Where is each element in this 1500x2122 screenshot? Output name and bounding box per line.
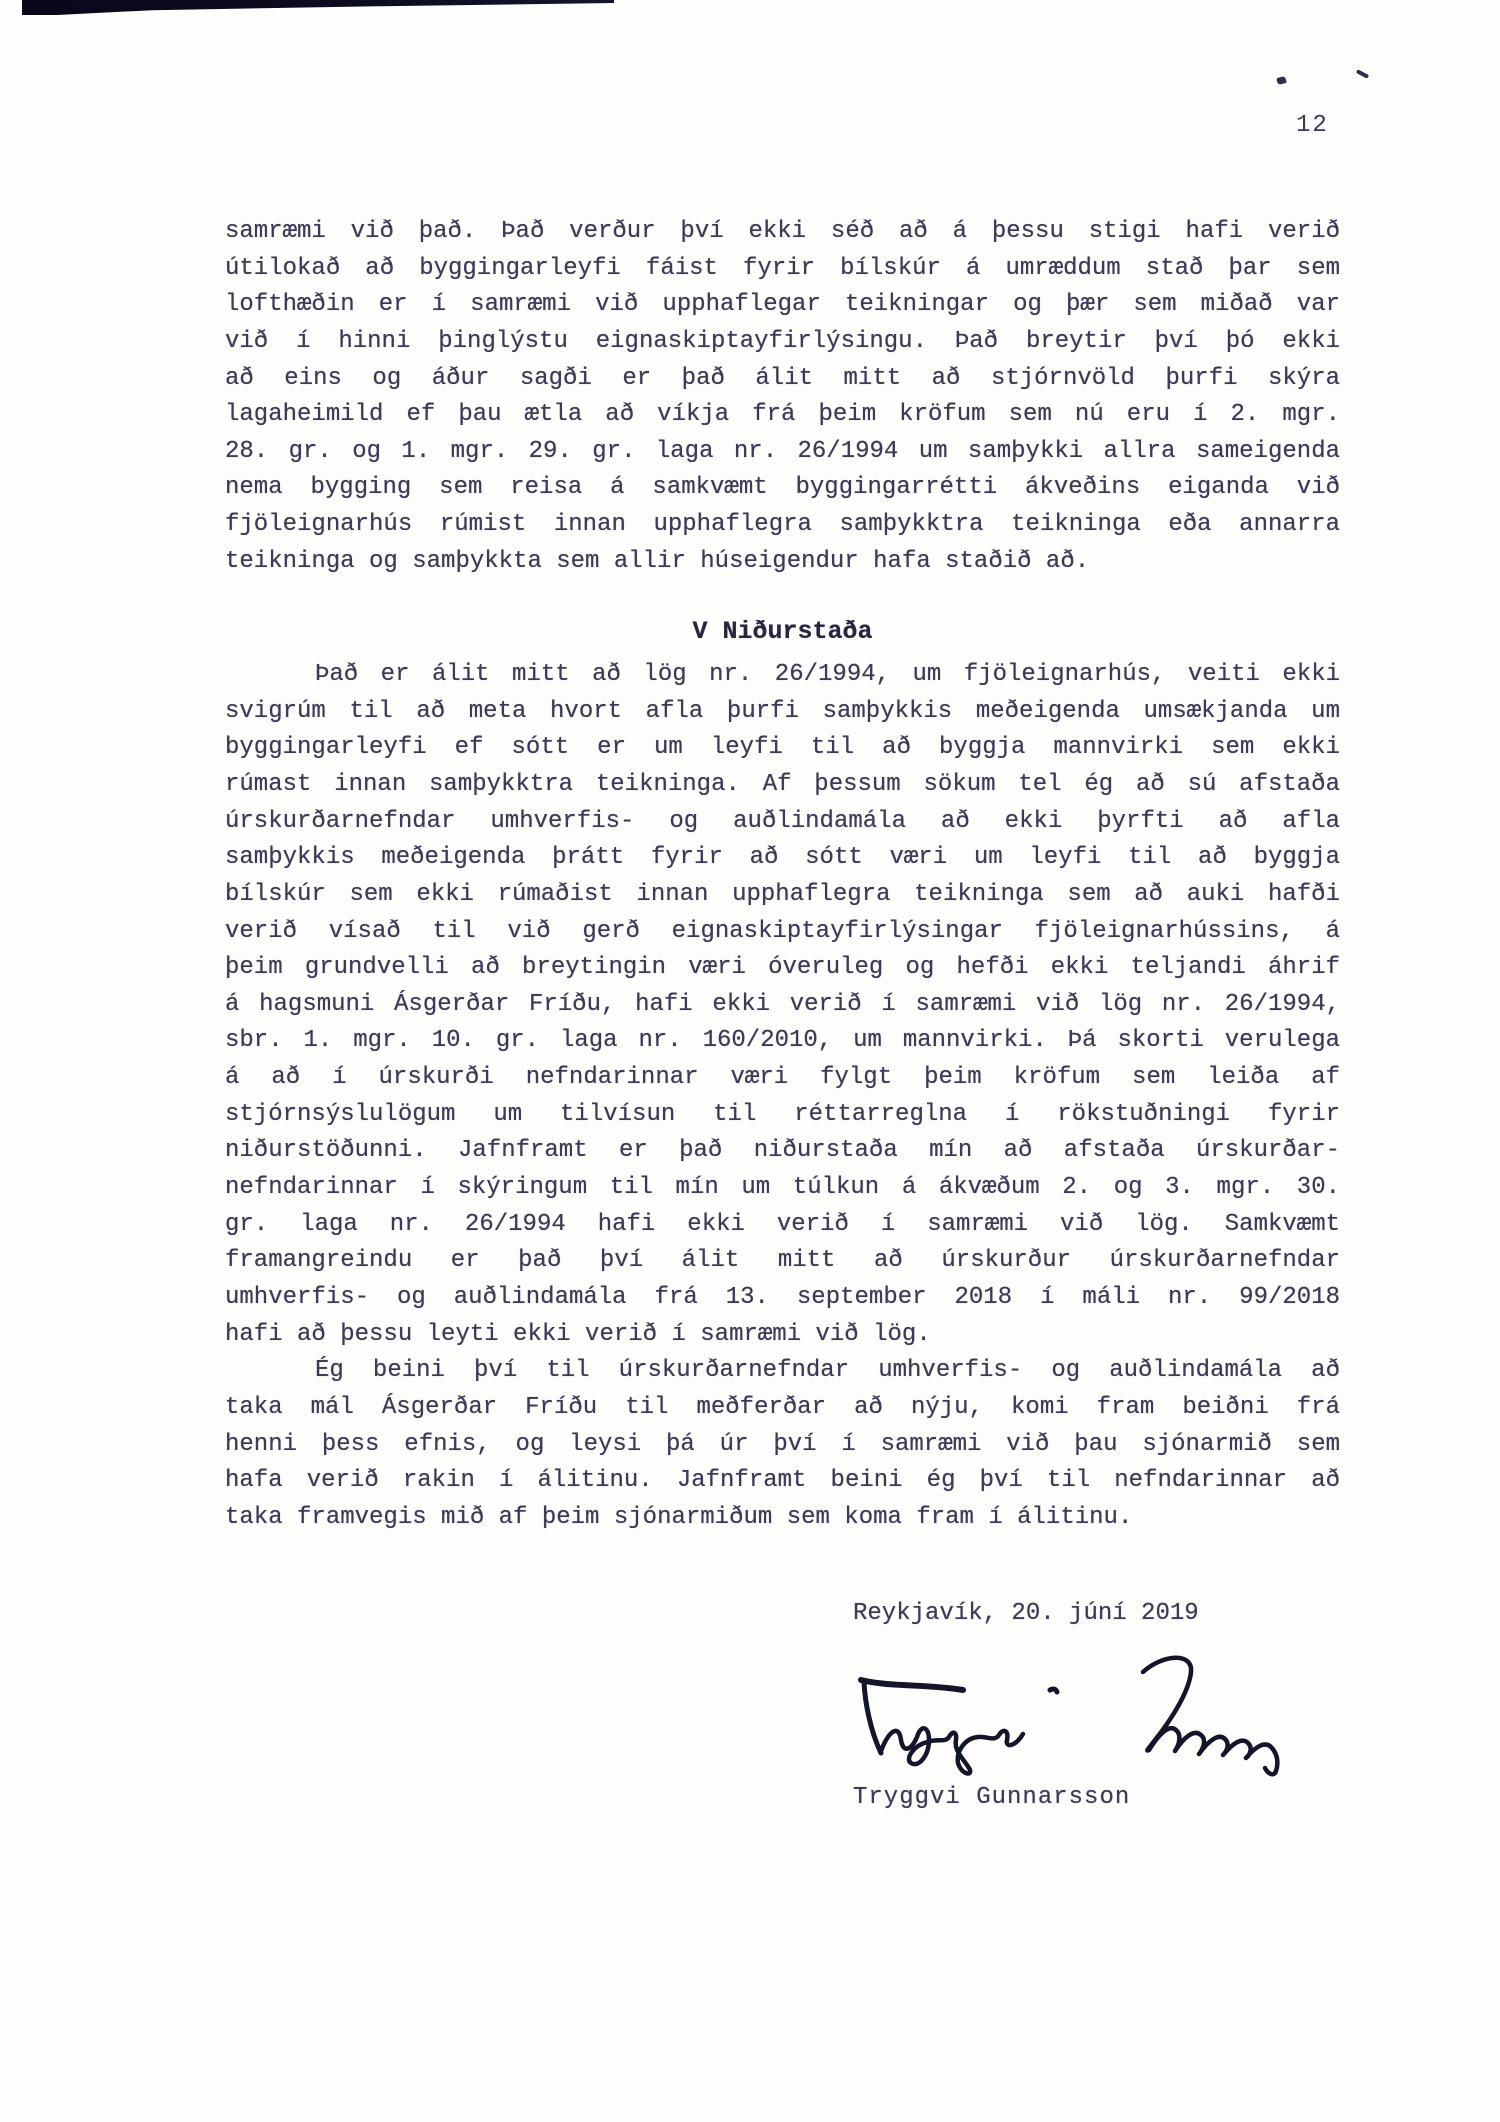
text-line: niðurstöðunni. Jafnframt er það niðurstaða mín að afstaða úrskurðar- [225, 1137, 1340, 1165]
text-line: svigrúm til að meta hvort afla þurfi samþykkis meðeigenda umsækjanda um [225, 697, 1340, 725]
text-line: sbr. 1. mgr. 10. gr. laga nr. 160/2010, um mannvirki. Þá skorti verulega [225, 1027, 1340, 1055]
text-line: bílskúr sem ekki rúmaðist innan upphaflegra teikninga sem að auki hafði [225, 880, 1340, 908]
handwritten-signature-icon [845, 1650, 1305, 1782]
text-line: fjöleignarhús rúmist innan upphaflegra samþykktra teikninga eða annarra [225, 511, 1340, 539]
text-line: á að í úrskurði nefndarinnar væri fylgt þeim kröfum sem leiða af [225, 1064, 1340, 1092]
text-line: samræmi við það. Það verður því ekki séð að á þessu stigi hafi verið [225, 218, 1340, 245]
text-line: að eins og áður sagði er það álit mitt að stjórnvöld þurfi skýra [225, 364, 1340, 392]
document-body [225, 214, 1340, 1536]
text-line: framangreindu er það því álit mitt að úrskurður úrskurðarnefndar [225, 1247, 1340, 1275]
text-line: Ég beini því til úrskurðarnefndar umhverfis- og auðlindamála að [315, 1357, 1340, 1385]
text-line: byggingarleyfi ef sótt er um leyfi til að byggja mannvirki sem ekki [225, 734, 1340, 762]
text-line: Það er álit mitt að lög nr. 26/1994, um fjöleignarhús, veiti ekki [315, 661, 1340, 689]
scanner-streak-artifact [22, 0, 614, 15]
text-line: stjórnsýslulögum um tilvísun til réttarreglna í rökstuðningi fyrir [225, 1100, 1340, 1128]
text-line: nema bygging sem reisa á samkvæmt byggingarrétti ákveðins eiganda við [225, 474, 1340, 502]
text-line: 28. gr. og 1. mgr. 29. gr. laga nr. 26/1994 um samþykki allra sameigenda [225, 437, 1340, 465]
text-line: umhverfis- og auðlindamála frá 13. september 2018 í máli nr. 99/2018 [225, 1283, 1340, 1311]
ink-speck [1356, 69, 1369, 79]
text-line: á hagsmuni Ásgerðar Fríðu, hafi ekki verið í samræmi við lög nr. 26/1994, [225, 990, 1340, 1018]
ink-speck [1276, 76, 1286, 85]
text-line: samþykkis meðeigenda þrátt fyrir að sótt væri um leyfi til að byggja [225, 844, 1340, 872]
text-line: henni þess efnis, og leysi þá úr því í samræmi við þau sjónarmið sem [225, 1430, 1340, 1458]
text-line: hafi að þessu leyti ekki verið í samræmi við lög. [225, 1320, 931, 1348]
text-line: úrskurðarnefndar umhverfis- og auðlindamála að ekki þyrfti að afla [225, 807, 1340, 835]
page-number: 12 [1296, 112, 1329, 139]
text-line: hafa verið rakin í álitinu. Jafnframt beini ég því til nefndarinnar að [225, 1467, 1340, 1495]
text-line: nefndarinnar í skýringum til mín um túlkun á ákvæðum 2. og 3. mgr. 30. [225, 1174, 1340, 1202]
text-line: þeim grundvelli að breytingin væri óveruleg og hefði ekki teljandi áhrif [225, 954, 1340, 982]
paragraph [225, 657, 1340, 1353]
place-date-line: Reykjavík, 20. júní 2019 [853, 1600, 1199, 1627]
text-line: gr. laga nr. 26/1994 hafi ekki verið í samræmi við lög. Samkvæmt [225, 1210, 1340, 1238]
text-line: verið vísað til við gerð eignaskiptayfirlýsingar fjöleignarhússins, á [225, 917, 1340, 945]
text-line: teikninga og samþykkta sem allir húseigendur hafa staðið að. [225, 547, 1090, 575]
text-line: rúmast innan samþykktra teikninga. Af þessum sökum tel ég að sú afstaða [225, 770, 1340, 798]
text-line: útilokað að byggingarleyfi fáist fyrir bílskúr á umræddum stað þar sem [225, 254, 1340, 282]
signer-name: Tryggvi Gunnarsson [853, 1784, 1131, 1811]
paragraph [225, 1353, 1340, 1536]
text-line: við í hinni þinglýstu eignaskiptayfirlýsingu. Það breytir því þó ekki [225, 327, 1340, 355]
text-line: taka framvegis mið af þeim sjónarmiðum sem koma fram í álitinu. [225, 1503, 1133, 1531]
paragraph [225, 214, 1340, 580]
text-line: lofthæðin er í samræmi við upphaflegar teikningar og þær sem miðað var [225, 291, 1340, 319]
section-heading: V Niðurstaða [692, 617, 873, 647]
text-line: lagaheimild ef þau ætla að víkja frá þeim kröfum sem nú eru í 2. mgr. [225, 401, 1340, 429]
text-line: taka mál Ásgerðar Fríðu til meðferðar að nýju, komi fram beiðni frá [225, 1393, 1340, 1421]
